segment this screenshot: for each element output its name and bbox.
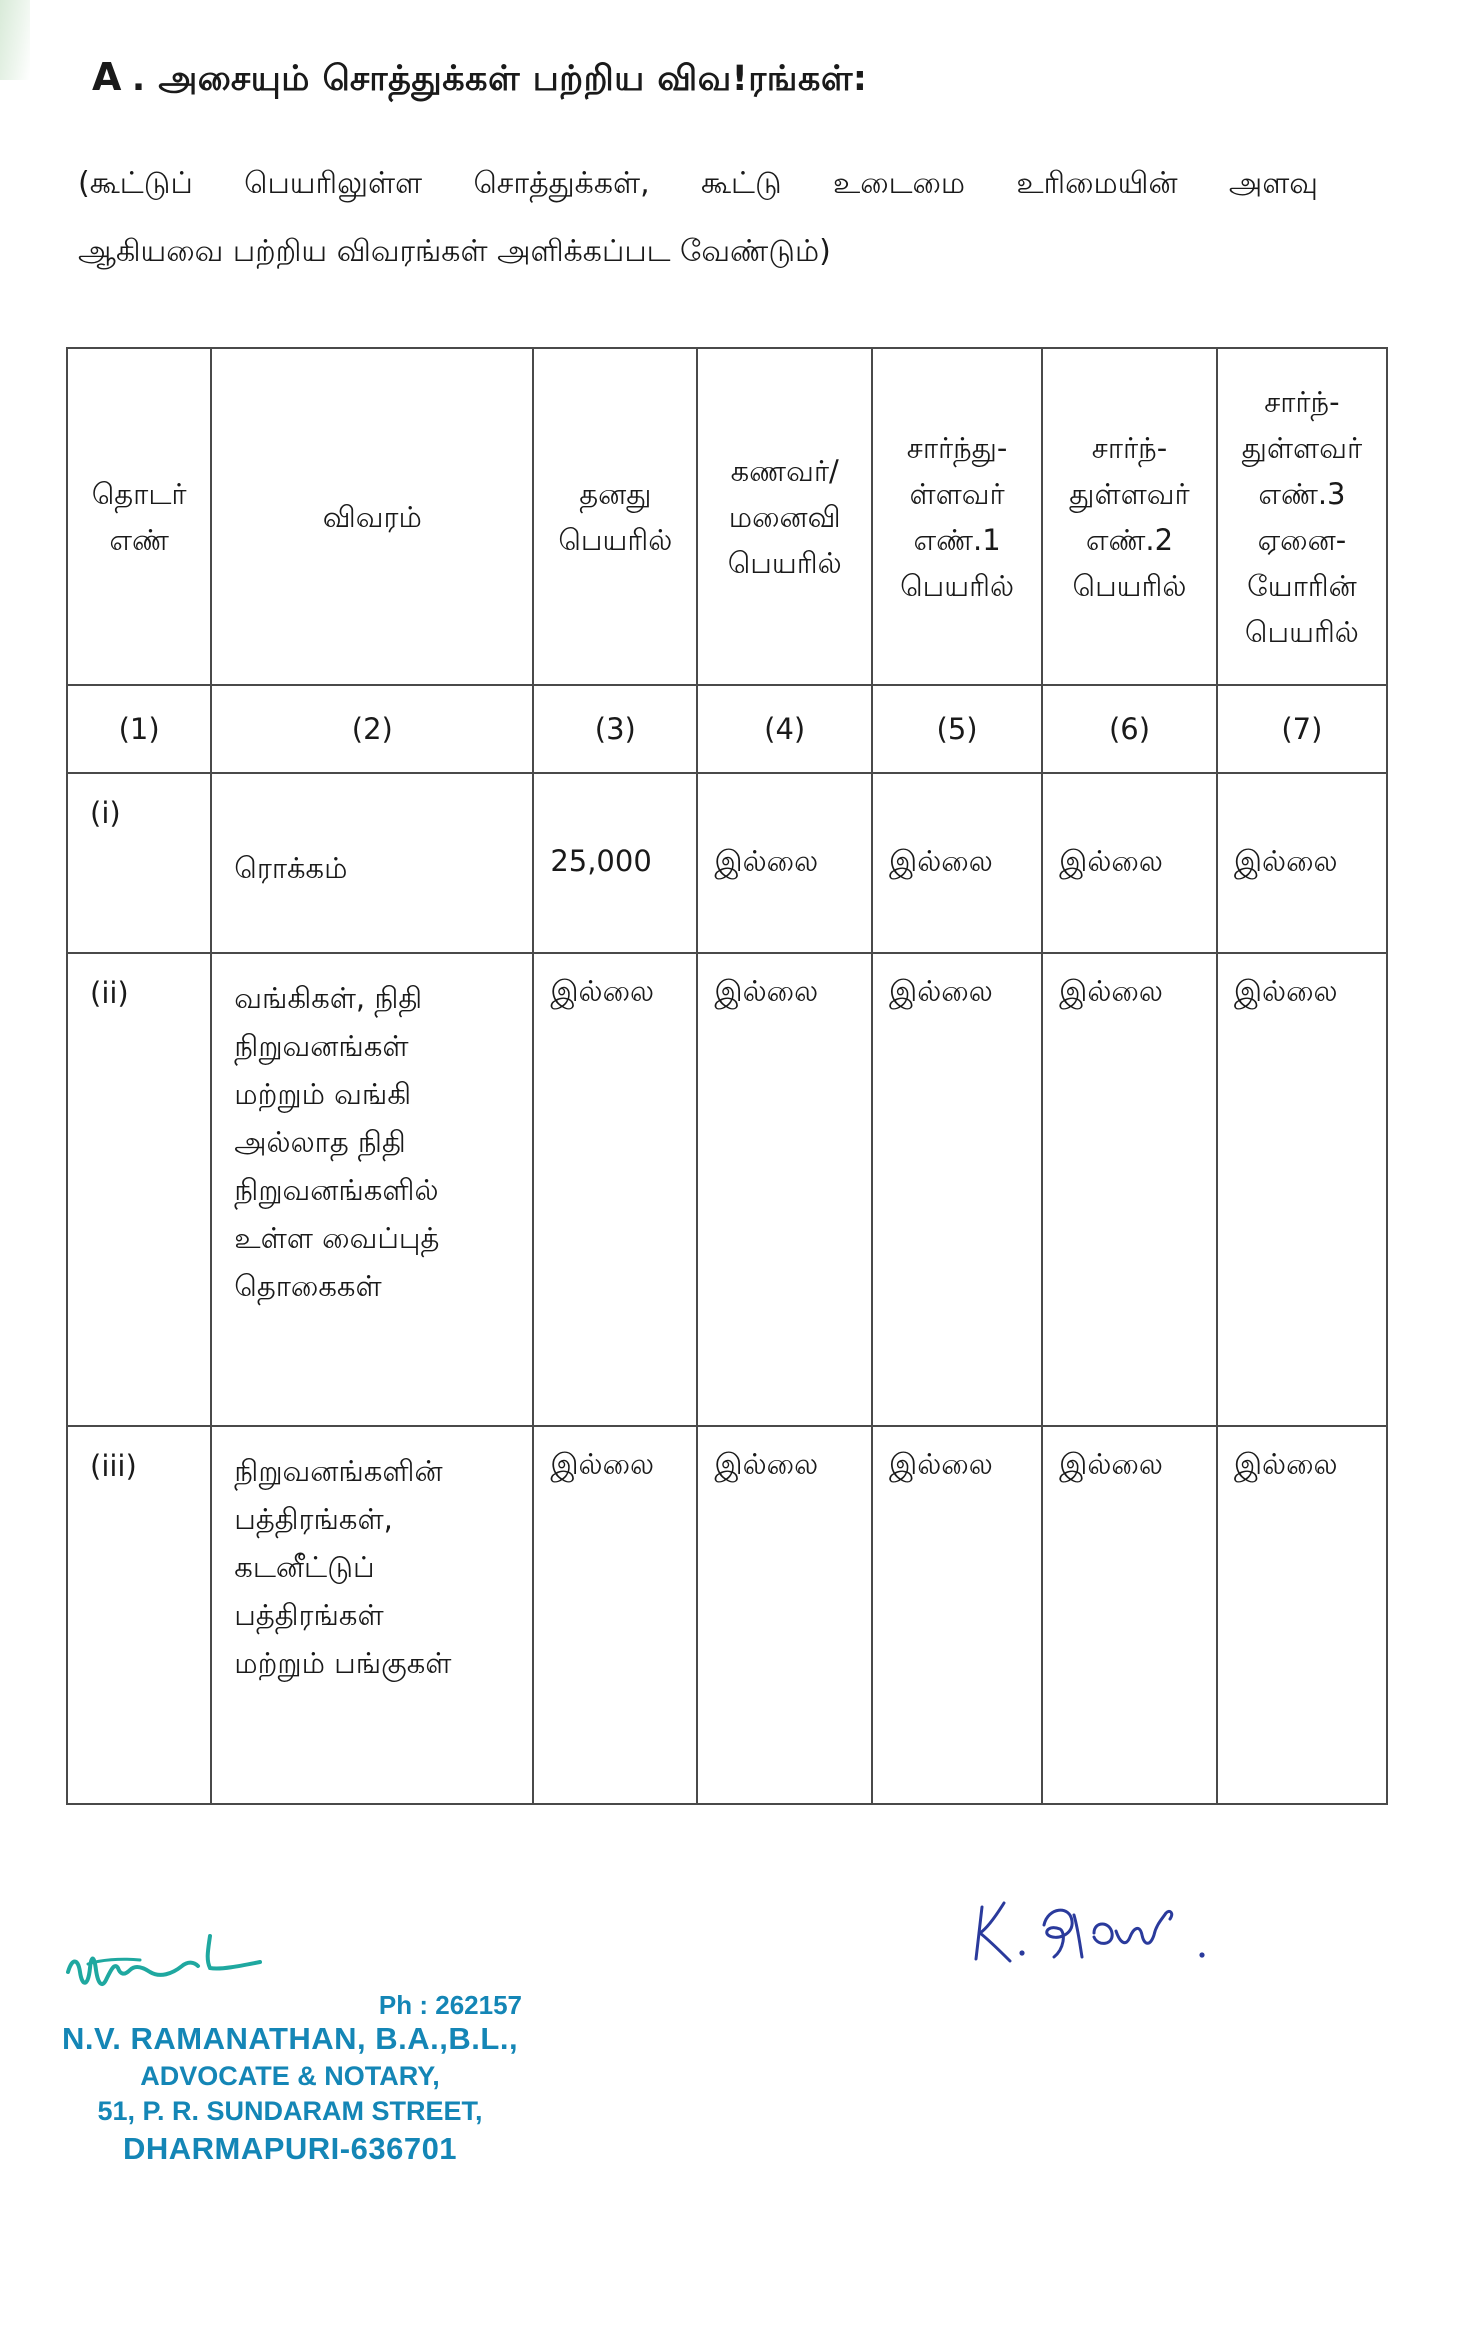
section-title: . அசையும் சொத்துக்கள் பற்றிய விவ!ரங்கள்: bbox=[131, 59, 868, 99]
header-line: எண்.2 bbox=[1085, 522, 1174, 557]
value-cell: இல்லை bbox=[1042, 773, 1217, 953]
header-line: துள்ளவர் bbox=[1241, 430, 1363, 465]
header-line: பெயரில் bbox=[558, 522, 673, 557]
description-cell bbox=[211, 773, 533, 953]
header-cell bbox=[872, 348, 1042, 685]
stamp-address: 51, P. R. SUNDARAM STREET, bbox=[97, 2096, 483, 2126]
header-cell bbox=[211, 348, 533, 685]
value-cell: இல்லை bbox=[1217, 773, 1387, 953]
candidate-signature bbox=[970, 1885, 1230, 1975]
value-cell: இல்லை bbox=[697, 953, 872, 1426]
description-line: ரொக்கம் bbox=[234, 851, 348, 885]
column-number-row bbox=[67, 685, 1387, 773]
header-line: பெயரில் bbox=[727, 545, 842, 580]
section-heading bbox=[92, 55, 867, 103]
intro-note bbox=[78, 150, 1318, 286]
description-line: உள்ள வைப்புத் bbox=[234, 1221, 440, 1255]
serial-number: (ii) bbox=[67, 953, 211, 1426]
header-line: தொடர் bbox=[91, 476, 187, 511]
stamp-city: DHARMAPURI-636701 bbox=[122, 2131, 458, 2166]
value-cell: இல்லை bbox=[872, 773, 1042, 953]
header-cell bbox=[1217, 348, 1387, 685]
value-cell: இல்லை bbox=[872, 1426, 1042, 1804]
value-cell: இல்லை bbox=[697, 1426, 872, 1804]
header-cell bbox=[533, 348, 697, 685]
column-number: (1) bbox=[67, 685, 211, 773]
header-line: பெயரில் bbox=[1244, 614, 1359, 649]
serial-number: (i) bbox=[67, 773, 211, 953]
description-line: மற்றும் வங்கி bbox=[234, 1077, 412, 1111]
header-line: யோரின் bbox=[1247, 568, 1357, 603]
header-line: துள்ளவர் bbox=[1069, 476, 1190, 511]
description-line: கடனீட்டுப் bbox=[234, 1550, 375, 1584]
header-line: எண்.3 bbox=[1258, 476, 1346, 511]
description-line: வங்கிகள், நிதி bbox=[234, 981, 423, 1015]
table-row bbox=[67, 953, 1387, 1426]
notary-stamp bbox=[50, 1990, 530, 2167]
description-line: நிறுவனங்களில் bbox=[234, 1173, 439, 1207]
value-cell: இல்லை bbox=[872, 953, 1042, 1426]
section-letter: A bbox=[92, 55, 122, 99]
header-line: தனது bbox=[579, 476, 652, 511]
column-number: (7) bbox=[1217, 685, 1387, 773]
value-cell: இல்லை bbox=[697, 773, 872, 953]
description-cell bbox=[211, 953, 533, 1426]
column-number: (3) bbox=[533, 685, 697, 773]
header-line: பெயரில் bbox=[900, 568, 1015, 603]
value-cell: இல்லை bbox=[1042, 953, 1217, 1426]
header-row bbox=[67, 348, 1387, 685]
stamp-name: N.V. RAMANATHAN, B.A.,B.L., bbox=[61, 2021, 519, 2056]
table-row bbox=[67, 1426, 1387, 1804]
header-line: எண்.1 bbox=[913, 522, 1001, 557]
page-corner-shadow bbox=[0, 0, 30, 80]
intro-line-2: ஆகியவை பற்றிய விவரங்கள் அளிக்கப்பட வேண்டும்) bbox=[78, 234, 831, 269]
description-line: தொகைகள் bbox=[234, 1269, 382, 1303]
serial-number: (iii) bbox=[67, 1426, 211, 1804]
value-cell: இல்லை bbox=[1217, 1426, 1387, 1804]
description-line: மற்றும் பங்குகள் bbox=[234, 1646, 452, 1680]
stamp-phone: Ph : 262157 bbox=[378, 1990, 522, 2020]
stamp-role: ADVOCATE & NOTARY, bbox=[140, 2061, 440, 2091]
value-cell: இல்லை bbox=[1217, 953, 1387, 1426]
header-cell bbox=[697, 348, 872, 685]
value-cell: இல்லை bbox=[1042, 1426, 1217, 1804]
description-line: நிறுவனங்கள் bbox=[234, 1029, 409, 1063]
column-number: (6) bbox=[1042, 685, 1217, 773]
header-line: பெயரில் bbox=[1072, 568, 1187, 603]
column-number: (2) bbox=[211, 685, 533, 773]
intro-line-1: (கூட்டுப் பெயரிலுள்ள சொத்துக்கள், கூட்டு உடைமை உரிமையின் அளவு bbox=[78, 166, 1318, 201]
header-line: சார்ந்- bbox=[1091, 430, 1168, 465]
header-line: கணவர்/ bbox=[730, 453, 839, 488]
description-line: பத்திரங்கள், bbox=[234, 1502, 393, 1536]
description-cell bbox=[211, 1426, 533, 1804]
header-line: ள்ளவர் bbox=[909, 476, 1005, 511]
header-cell bbox=[67, 348, 211, 685]
value-cell: இல்லை bbox=[533, 953, 697, 1426]
column-number: (4) bbox=[697, 685, 872, 773]
header-line: மனைவி bbox=[728, 499, 841, 534]
value-cell: இல்லை bbox=[533, 1426, 697, 1804]
header-line: விவரம் bbox=[322, 499, 422, 534]
description-line: அல்லாத நிதி bbox=[234, 1125, 406, 1159]
movable-assets-table bbox=[66, 347, 1388, 1805]
header-line: சார்ந்- bbox=[1264, 384, 1340, 419]
header-cell bbox=[1042, 348, 1217, 685]
description-line: பத்திரங்கள் bbox=[234, 1598, 384, 1632]
header-line: எண் bbox=[109, 522, 169, 557]
header-line: ஏனை- bbox=[1257, 522, 1347, 557]
column-number: (5) bbox=[872, 685, 1042, 773]
description-line: நிறுவனங்களின் bbox=[234, 1454, 443, 1488]
header-line: சார்ந்து- bbox=[906, 430, 1008, 465]
value-cell: 25,000 bbox=[533, 773, 697, 953]
table-row bbox=[67, 773, 1387, 953]
